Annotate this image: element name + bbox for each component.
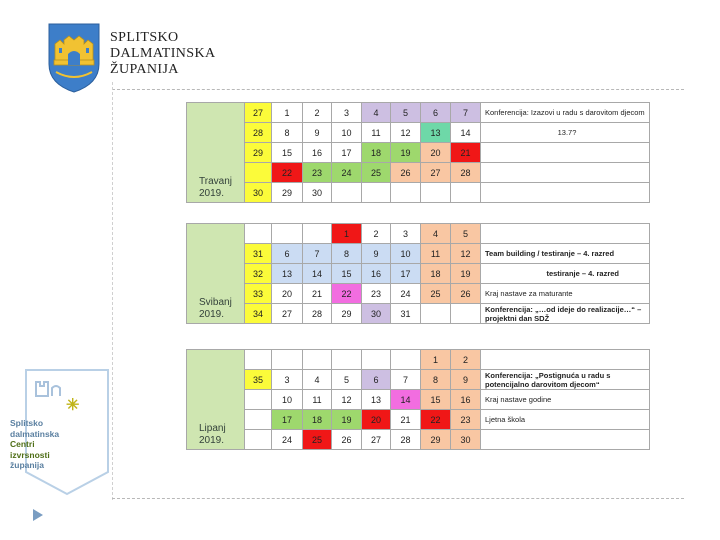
star-icon: ✳ <box>66 397 80 414</box>
day-cell: 8 <box>272 123 303 143</box>
calendar-travanj <box>186 102 650 203</box>
month-label <box>187 103 245 203</box>
day-cell <box>272 350 303 370</box>
week-number-cell <box>245 430 272 450</box>
day-cell: 6 <box>272 244 303 264</box>
day-cell: 1 <box>332 224 362 244</box>
month-year: 2019. <box>199 188 225 199</box>
county-name <box>110 30 216 78</box>
event-note: 13.7? <box>481 123 650 143</box>
day-cell: 20 <box>421 143 451 163</box>
week-number-cell <box>245 350 272 370</box>
event-note: Konferencija: „Postignuća u radu s potencijalno darovitom djecom“ <box>481 370 650 390</box>
week-number-cell: 29 <box>245 143 272 163</box>
day-cell: 19 <box>451 264 481 284</box>
day-cell: 22 <box>272 163 303 183</box>
day-cell: 1 <box>421 350 451 370</box>
day-cell: 10 <box>391 244 421 264</box>
day-cell: 23 <box>303 163 332 183</box>
calendar-row <box>187 183 650 203</box>
day-cell: 13 <box>362 390 391 410</box>
week-number-cell <box>245 410 272 430</box>
day-cell: 21 <box>391 410 421 430</box>
event-note <box>481 350 650 370</box>
day-cell: 26 <box>332 430 362 450</box>
event-note: Team building / testiranje – 4. razred <box>481 244 650 264</box>
day-cell: 14 <box>451 123 481 143</box>
day-cell <box>451 183 481 203</box>
day-cell: 30 <box>451 430 481 450</box>
calendar-row <box>187 390 650 410</box>
day-cell <box>362 350 391 370</box>
day-cell: 3 <box>391 224 421 244</box>
day-cell: 18 <box>362 143 391 163</box>
day-cell: 9 <box>451 370 481 390</box>
logo-text-line-2: dalmatinska <box>10 428 60 439</box>
day-cell: 4 <box>362 103 391 123</box>
day-cell: 31 <box>391 304 421 324</box>
calendar-row <box>187 284 650 304</box>
day-cell: 25 <box>303 430 332 450</box>
day-cell: 21 <box>303 284 332 304</box>
day-cell: 7 <box>391 370 421 390</box>
week-number-cell <box>245 224 272 244</box>
day-cell: 23 <box>451 410 481 430</box>
day-cell: 26 <box>391 163 421 183</box>
week-number-cell: 28 <box>245 123 272 143</box>
day-cell: 17 <box>332 143 362 163</box>
event-note <box>481 183 650 203</box>
day-cell: 23 <box>362 284 391 304</box>
event-note: Kraj nastave godine <box>481 390 650 410</box>
day-cell: 12 <box>332 390 362 410</box>
day-cell: 1 <box>272 103 303 123</box>
day-cell: 13 <box>421 123 451 143</box>
day-cell: 3 <box>272 370 303 390</box>
event-note: Konferencija: „…od ideje do realizacije…“ – projektni dan SDŽ <box>481 304 650 324</box>
day-cell: 19 <box>391 143 421 163</box>
day-cell <box>303 350 332 370</box>
day-cell: 15 <box>332 264 362 284</box>
calendar-row <box>187 370 650 390</box>
logo-text-line-1: Splitsko <box>10 418 44 428</box>
day-cell: 16 <box>303 143 332 163</box>
day-cell: 11 <box>362 123 391 143</box>
week-number-cell: 35 <box>245 370 272 390</box>
day-cell: 12 <box>391 123 421 143</box>
day-cell <box>451 304 481 324</box>
day-cell: 6 <box>421 103 451 123</box>
day-cell: 10 <box>272 390 303 410</box>
day-cell <box>362 183 391 203</box>
calendar-row <box>187 350 650 370</box>
day-cell: 4 <box>303 370 332 390</box>
week-number-cell: 31 <box>245 244 272 264</box>
day-cell <box>332 183 362 203</box>
day-cell: 5 <box>391 103 421 123</box>
day-cell: 29 <box>421 430 451 450</box>
county-name-line-2: DALMATINSKA <box>110 46 216 61</box>
day-cell <box>272 224 303 244</box>
county-name-line-1: SPLITSKO <box>110 30 179 45</box>
county-coat-of-arms <box>46 20 102 94</box>
calendar-row <box>187 103 650 123</box>
day-cell: 10 <box>332 123 362 143</box>
day-cell: 4 <box>421 224 451 244</box>
day-cell: 28 <box>451 163 481 183</box>
calendar-row <box>187 224 650 244</box>
day-cell: 17 <box>391 264 421 284</box>
day-cell: 29 <box>332 304 362 324</box>
event-note: Ljetna škola <box>481 410 650 430</box>
day-cell <box>303 224 332 244</box>
calendar-svibanj <box>186 223 650 324</box>
day-cell: 16 <box>451 390 481 410</box>
day-cell <box>332 350 362 370</box>
day-cell: 19 <box>332 410 362 430</box>
event-note <box>481 143 650 163</box>
day-cell: 27 <box>362 430 391 450</box>
day-cell: 18 <box>421 264 451 284</box>
left-divider <box>112 82 113 500</box>
calendar-row <box>187 430 650 450</box>
day-cell: 6 <box>362 370 391 390</box>
event-note: Kraj nastave za maturante <box>481 284 650 304</box>
event-note: Konferencija: Izazovi u radu s darovitom djecom <box>481 103 650 123</box>
day-cell: 16 <box>362 264 391 284</box>
month-label <box>187 350 245 450</box>
event-note <box>481 224 650 244</box>
week-number-cell: 34 <box>245 304 272 324</box>
month-year: 2019. <box>199 435 225 446</box>
week-number-cell: 33 <box>245 284 272 304</box>
day-cell: 12 <box>451 244 481 264</box>
day-cell: 22 <box>421 410 451 430</box>
calendar-row <box>187 264 650 284</box>
day-cell: 5 <box>332 370 362 390</box>
logo-text-line-3: Centri <box>10 439 35 449</box>
month-name: Lipanj <box>199 423 226 434</box>
week-number-cell: 27 <box>245 103 272 123</box>
calendar-row <box>187 304 650 324</box>
day-cell: 29 <box>272 183 303 203</box>
day-cell: 2 <box>303 103 332 123</box>
calendar-row <box>187 143 650 163</box>
day-cell: 3 <box>332 103 362 123</box>
logo-text-line-5: županija <box>10 460 45 470</box>
day-cell: 22 <box>332 284 362 304</box>
day-cell: 30 <box>362 304 391 324</box>
centri-izvrsnosti-text <box>10 418 59 471</box>
day-cell: 27 <box>272 304 303 324</box>
day-cell: 8 <box>332 244 362 264</box>
day-cell: 9 <box>362 244 391 264</box>
footer-divider <box>112 498 684 499</box>
day-cell: 11 <box>303 390 332 410</box>
day-cell: 25 <box>362 163 391 183</box>
day-cell <box>421 183 451 203</box>
play-arrow-icon <box>33 509 43 521</box>
event-note: testiranje – 4. razred <box>481 264 650 284</box>
day-cell: 7 <box>451 103 481 123</box>
week-number-cell: 30 <box>245 183 272 203</box>
day-cell <box>421 304 451 324</box>
logo-text-line-4: izvrsnosti <box>10 449 50 460</box>
calendar-lipanj <box>186 349 650 450</box>
day-cell: 21 <box>451 143 481 163</box>
day-cell: 20 <box>362 410 391 430</box>
calendar-row <box>187 244 650 264</box>
week-number-cell: 32 <box>245 264 272 284</box>
day-cell: 15 <box>272 143 303 163</box>
day-cell: 7 <box>303 244 332 264</box>
day-cell: 2 <box>451 350 481 370</box>
day-cell: 25 <box>421 284 451 304</box>
day-cell <box>391 350 421 370</box>
day-cell: 13 <box>272 264 303 284</box>
day-cell: 24 <box>332 163 362 183</box>
day-cell: 14 <box>391 390 421 410</box>
month-year: 2019. <box>199 309 225 320</box>
month-label <box>187 224 245 324</box>
day-cell: 28 <box>391 430 421 450</box>
day-cell: 11 <box>421 244 451 264</box>
day-cell: 24 <box>272 430 303 450</box>
week-number-cell <box>245 163 272 183</box>
day-cell: 8 <box>421 370 451 390</box>
county-name-line-3: ŽUPANIJA <box>110 62 179 77</box>
day-cell: 14 <box>303 264 332 284</box>
day-cell: 2 <box>362 224 391 244</box>
day-cell: 5 <box>451 224 481 244</box>
day-cell: 26 <box>451 284 481 304</box>
day-cell: 28 <box>303 304 332 324</box>
day-cell <box>391 183 421 203</box>
month-name: Svibanj <box>199 297 232 308</box>
month-name: Travanj <box>199 176 232 187</box>
day-cell: 15 <box>421 390 451 410</box>
event-note <box>481 430 650 450</box>
calendar-row <box>187 123 650 143</box>
day-cell: 18 <box>303 410 332 430</box>
calendar-row <box>187 410 650 430</box>
event-note <box>481 163 650 183</box>
day-cell: 27 <box>421 163 451 183</box>
day-cell: 20 <box>272 284 303 304</box>
header-divider <box>112 89 684 90</box>
day-cell: 24 <box>391 284 421 304</box>
day-cell: 17 <box>272 410 303 430</box>
week-number-cell <box>245 390 272 410</box>
calendar-row <box>187 163 650 183</box>
day-cell: 9 <box>303 123 332 143</box>
day-cell: 30 <box>303 183 332 203</box>
